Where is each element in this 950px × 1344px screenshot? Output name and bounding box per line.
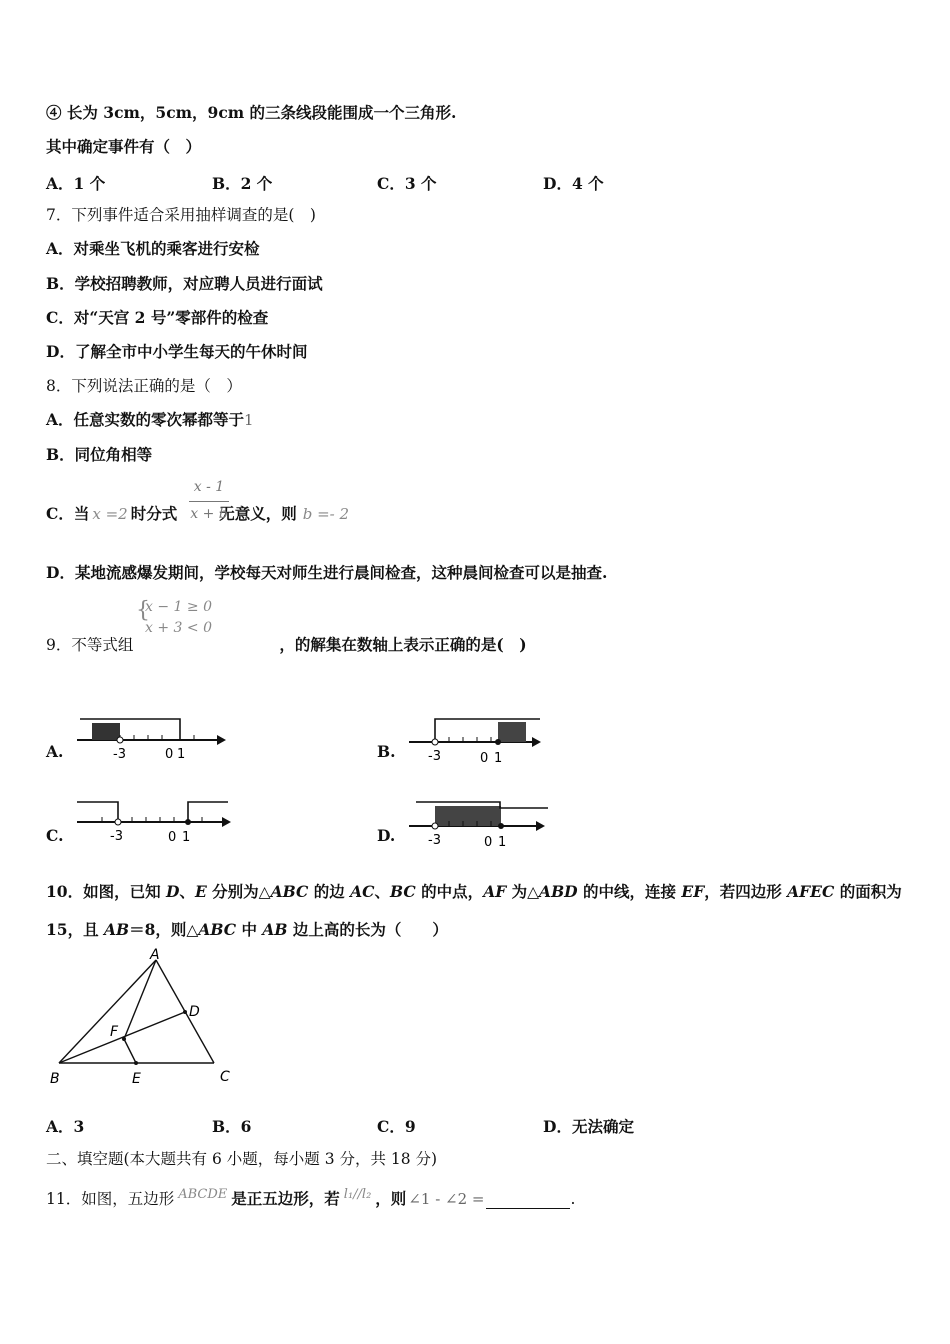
q10-stem-line1: 10．如图，已知 D、E 分别为△ABC 的边 AC、BC 的中点，AF 为△ABD 的中线，连接 EF，若四边形 AFEC 的面积为	[46, 882, 902, 901]
vertex-label-c: C	[220, 1069, 230, 1085]
q6-option-b: B．2 个	[212, 174, 273, 193]
tick-label: -3	[113, 747, 126, 762]
q10-option-b: B．6	[212, 1117, 252, 1136]
q9-option-c-label: C.	[46, 826, 64, 845]
q8-option-a-math: 1	[244, 411, 254, 429]
q8-option-c: C．当 x =2 时分式 无意义，则 b =- 2	[46, 504, 350, 523]
q10-triangle-figure	[44, 948, 244, 1093]
q9-option-d-label: D.	[377, 826, 396, 845]
tick-label: 0	[168, 830, 177, 845]
q6-option-d: D．4 个	[543, 174, 604, 193]
q7-option-b: B．学校招聘教师，对应聘人员进行面试	[46, 274, 323, 293]
tick-label: 1	[177, 747, 186, 762]
q10-option-a: A．3	[46, 1117, 85, 1136]
q8-fraction-bar	[189, 501, 229, 502]
vertex-label-a: A	[150, 948, 160, 963]
q7-option-c: C．对“天宫 2 号”零部件的检查	[46, 308, 269, 327]
q6-option-a: A．1 个	[46, 174, 106, 193]
q10-option-c: C．9	[377, 1117, 416, 1136]
q9-option-b-label: B.	[377, 742, 396, 761]
tick-label: -3	[428, 833, 441, 848]
q9-inequality-1: x − 1 ≥ 0	[145, 599, 212, 615]
q9-number-line-b	[404, 710, 554, 765]
q8-stem: 8．下列说法正确的是（ ）	[46, 377, 242, 395]
q8-option-b: B．同位角相等	[46, 445, 153, 464]
q11-condition: l₁//l₂	[343, 1187, 372, 1202]
vertex-label-e: E	[132, 1071, 141, 1087]
q11-expression: ∠1 - ∠2 =	[408, 1190, 485, 1208]
q8-fraction-numerator: x - 1	[193, 479, 225, 495]
q11-shape: ABCDE	[178, 1187, 228, 1202]
tick-label: 0	[165, 747, 174, 762]
q11-answer-blank[interactable]	[486, 1193, 570, 1209]
tick-label: 0	[484, 835, 493, 849]
tick-label: 1	[182, 830, 191, 845]
tick-label: 0	[480, 751, 489, 765]
q10-option-d: D．无法确定	[543, 1117, 634, 1136]
q9-stem: 9．不等式组 ，的解集在数轴上表示正确的是( )	[46, 635, 527, 654]
q6-option-c: C．3 个	[377, 174, 437, 193]
q7-stem: 7．下列事件适合采用抽样调查的是( )	[46, 206, 316, 224]
q10-stem-line2: 15，且 AB＝8，则△ABC 中 AB 边上高的长为（ ）	[46, 920, 448, 939]
section2-heading: 二、填空题(本大题共有 6 小题，每小题 3 分，共 18 分)	[46, 1150, 438, 1168]
vertex-label-d: D	[189, 1004, 200, 1020]
q9-number-line-a	[72, 710, 232, 765]
q6-item4: ④ 长为 3cm，5cm，9cm 的三条线段能围成一个三角形.	[46, 103, 457, 122]
q9-option-a-label: A.	[46, 742, 64, 761]
tick-label: 1	[494, 751, 503, 765]
tick-label: -3	[110, 829, 123, 844]
q7-option-a: A．对乘坐飞机的乘客进行安检	[46, 239, 260, 258]
q9-inequality-2: x + 3 < 0	[145, 620, 212, 636]
vertex-label-f: F	[110, 1024, 119, 1040]
vertex-label-b: B	[50, 1071, 60, 1087]
q9-number-line-c	[72, 794, 242, 849]
tick-label: -3	[428, 749, 441, 764]
q8-fraction-denominator: x + b	[190, 506, 228, 522]
q9-number-line-d	[404, 794, 554, 849]
q7-option-d: D．了解全市中小学生每天的午休时间	[46, 342, 308, 361]
q9-brace: {	[136, 598, 150, 623]
q11-stem: 11．如图，五边形 $^{ABCDE}$ 是正五边形，若 $^{l_1//l_2}$ ，则 ∠1 - ∠2 = .	[46, 1187, 576, 1208]
q8-option-d: D．某地流感爆发期间，学校每天对师生进行晨间检查，这种晨间检查可以是抽查.	[46, 563, 608, 582]
q6-question: 其中确定事件有（ ）	[46, 137, 202, 156]
tick-label: 1	[498, 835, 507, 849]
q8-option-a: A．任意实数的零次幂都等于1	[46, 410, 254, 429]
